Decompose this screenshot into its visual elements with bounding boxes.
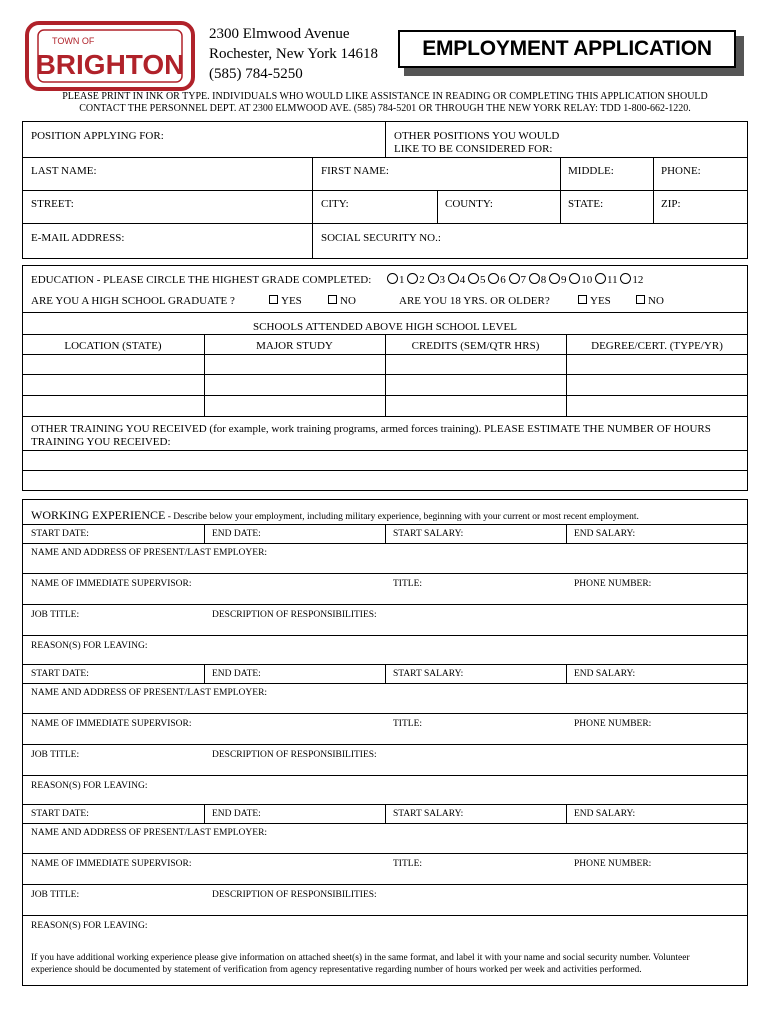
radio-circle-icon	[407, 273, 418, 284]
checkbox-icon	[269, 295, 278, 304]
end-salary-field[interactable]: END SALARY:	[574, 669, 636, 679]
end-date-field[interactable]: END DATE:	[212, 529, 261, 539]
employer-phone-field[interactable]: PHONE NUMBER:	[574, 579, 652, 589]
office-phone: (585) 784-5250	[209, 66, 303, 82]
notice-line1: PLEASE PRINT IN INK OR TYPE. INDIVIDUALS WHO WOULD LIKE ASSISTANCE IN READING OR COMPLETING THIS APPLICATION SHOULD	[62, 91, 708, 102]
notice-line2: CONTACT THE PERSONNEL DEPT. AT 2300 ELMWOOD AVE. (585) 784-5201 OR THROUGH THE NEW YORK RELAY: TDD 1-800-662-1220.	[79, 103, 691, 114]
grade-option[interactable]: 11	[595, 274, 618, 286]
radio-circle-icon	[428, 273, 439, 284]
radio-circle-icon	[529, 273, 540, 284]
responsibilities-field[interactable]: DESCRIPTION OF RESPONSIBILITIES:	[212, 750, 377, 760]
training-prompt-1: OTHER TRAINING YOU RECEIVED (for example, work training programs, armed forces training). PLEASE ESTIMATE THE NUMBER OF HOURS	[31, 423, 711, 435]
grade-option[interactable]: 5	[468, 274, 486, 286]
position-field[interactable]: POSITION APPLYING FOR:	[31, 130, 164, 142]
address-line1: 2300 Elmwood Avenue	[209, 26, 350, 42]
logo-small-text: TOWN OF	[52, 36, 95, 46]
employer-field[interactable]: NAME AND ADDRESS OF PRESENT/LAST EMPLOYER:	[31, 688, 268, 698]
work-heading: WORKING EXPERIENCE - Describe below your employment, including military experience, beginning with your current or most recent employment.	[31, 508, 639, 522]
grade-option[interactable]: 8	[529, 274, 547, 286]
column-major: MAJOR STUDY	[256, 340, 333, 352]
job-title-field[interactable]: JOB TITLE:	[31, 610, 80, 620]
start-date-field[interactable]: START DATE:	[31, 529, 89, 539]
supervisor-field[interactable]: NAME OF IMMEDIATE SUPERVISOR:	[31, 859, 192, 869]
employer-phone-field[interactable]: PHONE NUMBER:	[574, 719, 652, 729]
grade-option[interactable]: 2	[407, 274, 425, 286]
county-field[interactable]: COUNTY:	[445, 198, 493, 210]
reasons-leaving-field[interactable]: REASON(S) FOR LEAVING:	[31, 781, 148, 791]
responsibilities-field[interactable]: DESCRIPTION OF RESPONSIBILITIES:	[212, 890, 377, 900]
column-credits: CREDITS (SEM/QTR HRS)	[411, 340, 540, 352]
ssn-field[interactable]: SOCIAL SECURITY NO.:	[321, 232, 441, 244]
first-name-field[interactable]: FIRST NAME:	[321, 165, 389, 177]
supervisor-title-field[interactable]: TITLE:	[393, 719, 423, 729]
radio-circle-icon	[448, 273, 459, 284]
job-title-field[interactable]: JOB TITLE:	[31, 750, 80, 760]
supervisor-field[interactable]: NAME OF IMMEDIATE SUPERVISOR:	[31, 719, 192, 729]
grade-option[interactable]: 12	[620, 274, 643, 286]
radio-circle-icon	[387, 273, 398, 284]
column-location: LOCATION (STATE)	[64, 340, 162, 352]
checkbox-icon	[636, 295, 645, 304]
start-salary-field[interactable]: START SALARY:	[393, 529, 464, 539]
supervisor-title-field[interactable]: TITLE:	[393, 859, 423, 869]
grade-option[interactable]: 1	[387, 274, 405, 286]
address-block	[209, 24, 378, 84]
end-salary-field[interactable]: END SALARY:	[574, 529, 636, 539]
column-degree: DEGREE/CERT. (TYPE/YR)	[591, 340, 723, 352]
start-date-field[interactable]: START DATE:	[31, 809, 89, 819]
zip-field[interactable]: ZIP:	[661, 198, 681, 210]
radio-circle-icon	[620, 273, 631, 284]
hs-graduate-question: ARE YOU A HIGH SCHOOL GRADUATE ?	[31, 295, 235, 307]
reasons-leaving-field[interactable]: REASON(S) FOR LEAVING:	[31, 921, 148, 931]
grade-option[interactable]: 3	[428, 274, 446, 286]
work-footer-note: If you have additional working experience please give information on attached sheet(s) in the same format, and label it with your name and social security number. Volunteer experience should be documented by statement of verification from agency representative regarding number of hours worked per week and activities performed.	[31, 953, 690, 975]
phone-field[interactable]: PHONE:	[661, 165, 701, 177]
hs-no-checkbox[interactable]: NO	[328, 295, 356, 307]
street-field[interactable]: STREET:	[31, 198, 74, 210]
grade-option[interactable]: 7	[509, 274, 527, 286]
logo-main-text: BRIGHTON	[35, 49, 185, 80]
radio-circle-icon	[569, 273, 580, 284]
responsibilities-field[interactable]: DESCRIPTION OF RESPONSIBILITIES:	[212, 610, 377, 620]
middle-name-field[interactable]: MIDDLE:	[568, 165, 614, 177]
address-line2: Rochester, New York 14618	[209, 46, 378, 62]
last-name-field[interactable]: LAST NAME:	[31, 165, 97, 177]
employer-field[interactable]: NAME AND ADDRESS OF PRESENT/LAST EMPLOYER:	[31, 828, 268, 838]
email-field[interactable]: E-MAIL ADDRESS:	[31, 232, 125, 244]
radio-circle-icon	[488, 273, 499, 284]
brighton-logo	[24, 20, 196, 92]
start-salary-field[interactable]: START SALARY:	[393, 809, 464, 819]
end-date-field[interactable]: END DATE:	[212, 809, 261, 819]
grade-option[interactable]: 4	[448, 274, 466, 286]
schools-heading: SCHOOLS ATTENDED ABOVE HIGH SCHOOL LEVEL	[253, 321, 517, 333]
hs-yes-checkbox[interactable]: YES	[269, 295, 302, 307]
employer-field[interactable]: NAME AND ADDRESS OF PRESENT/LAST EMPLOYER:	[31, 548, 268, 558]
checkbox-icon	[578, 295, 587, 304]
supervisor-title-field[interactable]: TITLE:	[393, 579, 423, 589]
other-positions-field[interactable]: LIKE TO BE CONSIDERED FOR:	[394, 143, 553, 155]
education-prompt: EDUCATION - PLEASE CIRCLE THE HIGHEST GRADE COMPLETED:	[31, 274, 372, 286]
reasons-leaving-field[interactable]: REASON(S) FOR LEAVING:	[31, 641, 148, 651]
age-no-checkbox[interactable]: NO	[636, 295, 664, 307]
radio-circle-icon	[595, 273, 606, 284]
employer-phone-field[interactable]: PHONE NUMBER:	[574, 859, 652, 869]
grade-option[interactable]: 9	[549, 274, 567, 286]
grade-option[interactable]: 10	[569, 274, 592, 286]
end-salary-field[interactable]: END SALARY:	[574, 809, 636, 819]
start-date-field[interactable]: START DATE:	[31, 669, 89, 679]
start-salary-field[interactable]: START SALARY:	[393, 669, 464, 679]
age-yes-checkbox[interactable]: YES	[578, 295, 611, 307]
checkbox-icon	[328, 295, 337, 304]
other-positions-label-1: OTHER POSITIONS YOU WOULD	[394, 130, 560, 142]
training-prompt-2: TRAINING YOU RECEIVED:	[31, 436, 171, 448]
radio-circle-icon	[549, 273, 560, 284]
job-title-field[interactable]: JOB TITLE:	[31, 890, 80, 900]
page-title: EMPLOYMENT APPLICATION	[398, 30, 736, 68]
radio-circle-icon	[509, 273, 520, 284]
end-date-field[interactable]: END DATE:	[212, 669, 261, 679]
radio-circle-icon	[468, 273, 479, 284]
city-field[interactable]: CITY:	[321, 198, 349, 210]
age-question: ARE YOU 18 YRS. OR OLDER?	[399, 295, 550, 307]
instructions-notice	[28, 91, 742, 115]
supervisor-field[interactable]: NAME OF IMMEDIATE SUPERVISOR:	[31, 579, 192, 589]
grade-options	[387, 273, 643, 286]
state-field[interactable]: STATE:	[568, 198, 604, 210]
grade-option[interactable]: 6	[488, 274, 506, 286]
